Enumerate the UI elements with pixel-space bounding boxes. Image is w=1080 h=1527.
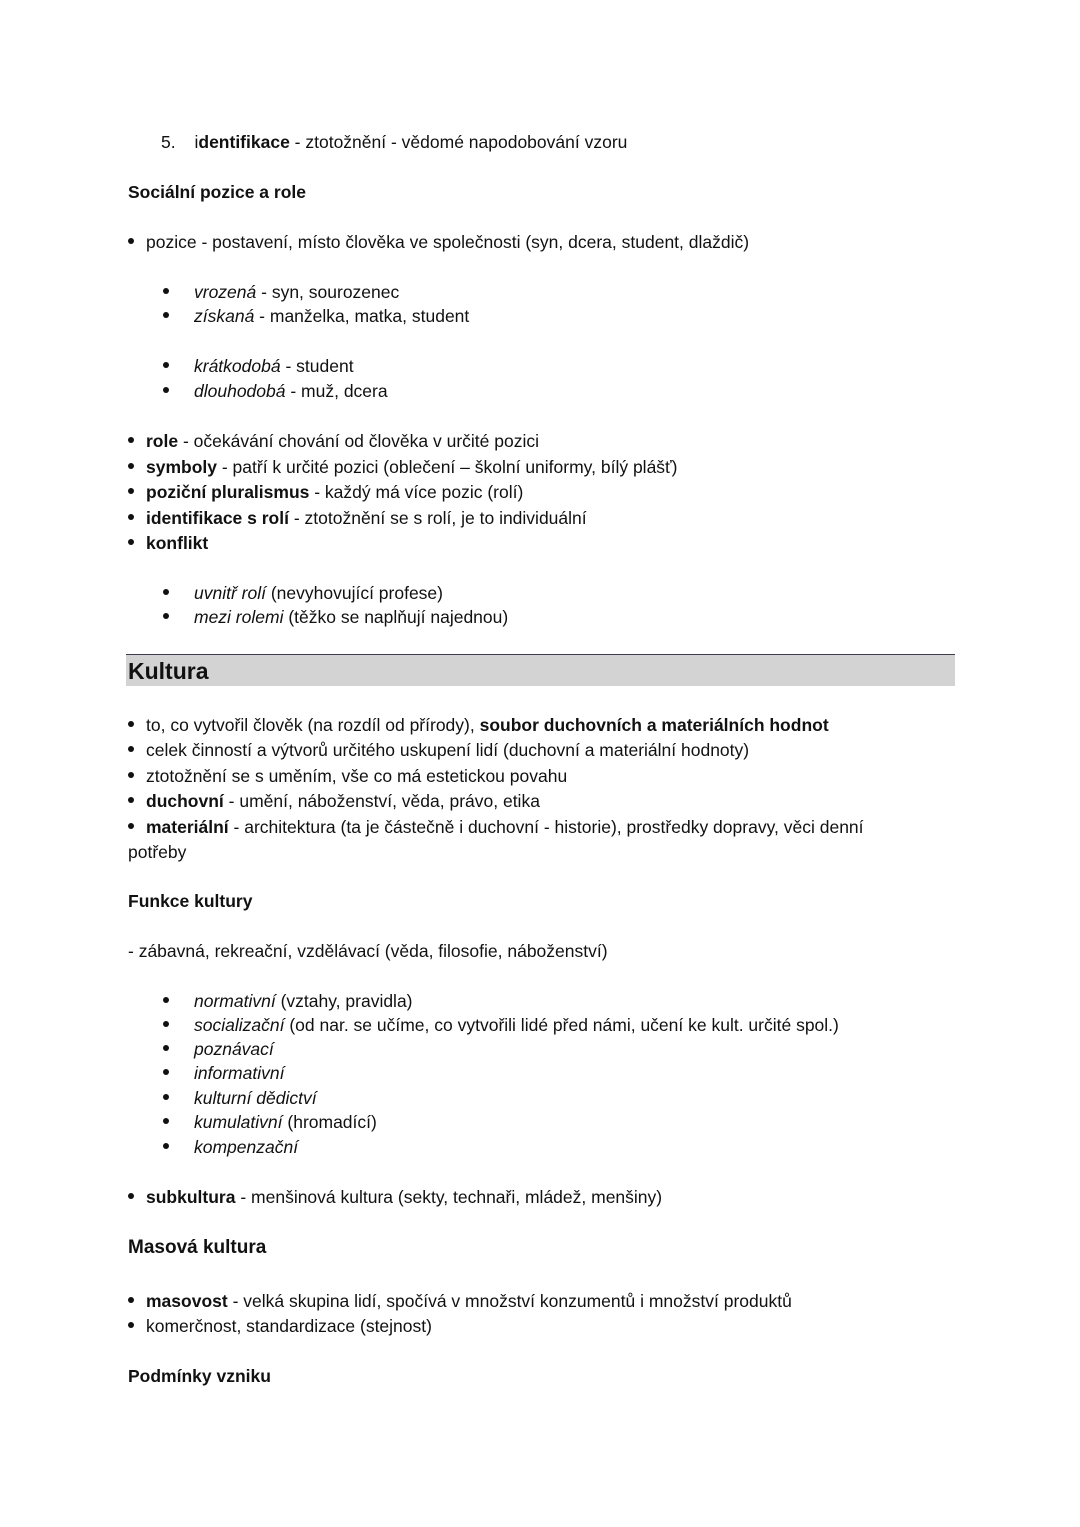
list-item-continuation: potřeby [128, 842, 187, 862]
item-number: 5. [161, 132, 176, 152]
list-item-konflikt [146, 532, 208, 554]
item-term: role [146, 431, 179, 451]
subsection-heading-funkce: Funkce kultury [128, 891, 253, 911]
item-term: masovost [146, 1291, 228, 1311]
numbered-item [161, 131, 627, 153]
list-item [194, 1062, 284, 1084]
bullet-icon [163, 380, 169, 402]
item-text: - syn, sourozenec [256, 282, 400, 302]
item-term: krátkodobá [194, 356, 281, 376]
section-title-bar-kultura [126, 654, 955, 686]
list-item [146, 714, 829, 736]
item-term: mezi rolemi [194, 607, 284, 627]
bullet-icon [163, 1038, 169, 1060]
item-term: subkultura [146, 1187, 236, 1207]
section-title-kultura: Kultura [128, 658, 209, 684]
item-text: - architektura (ta je částečně i duchovní - historie), prostředky dopravy, věci denní [228, 817, 864, 837]
item-text: (vztahy, pravidla) [275, 991, 413, 1011]
item-term: socializační [194, 1015, 285, 1035]
list-item [194, 606, 508, 628]
item-term: poznávací [194, 1039, 274, 1059]
list-item-pozice [146, 231, 749, 253]
list-item-subkultura [146, 1186, 662, 1208]
bullet-icon [163, 1111, 169, 1133]
list-item [146, 739, 749, 761]
item-term: kompenzační [194, 1137, 299, 1157]
bullet-icon [128, 739, 134, 761]
bullet-icon [128, 430, 134, 452]
item-text: - muž, dcera [285, 381, 388, 401]
bullet-icon [128, 816, 134, 838]
list-item-pluralismus [146, 481, 523, 503]
item-term: konflikt [146, 533, 209, 553]
item-term: identifikace s rolí [146, 508, 289, 528]
item-text: (těžko se naplňují najednou) [283, 607, 509, 627]
list-item [194, 305, 469, 327]
bullet-icon [128, 507, 134, 529]
bullet-icon [163, 582, 169, 604]
list-item [194, 1087, 317, 1109]
section-heading-social: Sociální pozice a role [128, 182, 306, 202]
list-item [194, 380, 388, 402]
item-term: pozice [146, 232, 197, 252]
list-item [194, 281, 399, 303]
bullet-icon [163, 281, 169, 303]
item-term: informativní [194, 1063, 285, 1083]
list-item-symboly [146, 456, 677, 478]
bullet-icon [163, 1136, 169, 1158]
list-item [146, 765, 567, 787]
item-term-first: i [194, 132, 199, 152]
list-item [194, 990, 413, 1012]
list-item-identifikace [146, 507, 587, 529]
bullet-icon [128, 481, 134, 503]
bullet-icon [128, 532, 134, 554]
list-item [194, 582, 443, 604]
list-item [194, 1136, 298, 1158]
section-heading-masova: Masová kultura [128, 1237, 267, 1258]
list-item-materialni [146, 816, 864, 838]
item-term: kulturní dědictví [194, 1088, 317, 1108]
bullet-icon [128, 790, 134, 812]
bullet-icon [163, 305, 169, 327]
item-text: (od nar. se učíme, co vytvořili lidé před námi, učení ke kult. určité spol.) [284, 1015, 839, 1035]
list-item [146, 1315, 432, 1337]
funkce-intro: - zábavná, rekreační, vzdělávací (věda, filosofie, náboženství) [128, 941, 608, 961]
bullet-icon [128, 714, 134, 736]
item-text: - postavení, místo člověka ve společnosti (syn, dcera, student, dlaždič) [196, 232, 750, 252]
item-term: dlouhodobá [194, 381, 286, 401]
item-text: - očekávání chování od člověka v určité pozici [178, 431, 539, 451]
item-text: (nevyhovující profese) [265, 583, 443, 603]
item-text: celek činností a výtvorů určitého uskupení lidí (duchovní a materiální hodnoty) [146, 740, 750, 760]
bullet-icon [128, 1186, 134, 1208]
item-text: - ztotožnění se s rolí, je to individuální [288, 508, 587, 528]
item-term: normativní [194, 991, 276, 1011]
item-text: - umění, náboženství, věda, právo, etika [223, 791, 540, 811]
item-text: ztotožnění se s uměním, vše co má estetickou povahu [146, 766, 568, 786]
item-term-rest: dentifikace [198, 132, 290, 152]
list-item [194, 1014, 839, 1036]
subsection-heading-podminky: Podmínky vzniku [128, 1366, 271, 1386]
item-text: - patří k určité pozici (oblečení – školní uniformy, bílý plášť) [217, 457, 678, 477]
bullet-icon [163, 1014, 169, 1036]
bullet-icon [128, 1290, 134, 1312]
item-text: komerčnost, standardizace (stejnost) [146, 1316, 432, 1336]
item-text: - manželka, matka, student [254, 306, 470, 326]
list-item-role [146, 430, 539, 452]
bullet-icon [163, 355, 169, 377]
item-text: to, co vytvořil člověk (na rozdíl od přírody), [146, 715, 480, 735]
bullet-icon [163, 990, 169, 1012]
item-text: - každý má více pozic (rolí) [309, 482, 524, 502]
item-text: (hromadící) [282, 1112, 377, 1132]
bullet-icon [163, 1062, 169, 1084]
list-item [194, 1111, 377, 1133]
item-text: - velká skupina lidí, spočívá v množství konzumentů i množství produktů [227, 1291, 792, 1311]
bullet-icon [163, 1087, 169, 1109]
item-term: kumulativní [194, 1112, 283, 1132]
list-item-duchovni [146, 790, 540, 812]
item-text: - student [280, 356, 354, 376]
item-term: vrozená [194, 282, 257, 302]
bullet-icon [128, 456, 134, 478]
item-text: - ztotožnění - vědomé napodobování vzoru [289, 132, 628, 152]
item-term: soubor duchovních a materiálních hodnot [479, 715, 829, 735]
bullet-icon [128, 1315, 134, 1337]
list-item-masovost [146, 1290, 792, 1312]
item-term: poziční pluralismus [146, 482, 310, 502]
item-term: materiální [146, 817, 229, 837]
bullet-icon [128, 765, 134, 787]
list-item [194, 1038, 274, 1060]
item-term: získaná [194, 306, 255, 326]
item-term: duchovní [146, 791, 224, 811]
bullet-icon [163, 606, 169, 628]
item-text: - menšinová kultura (sekty, technaři, mládež, menšiny) [235, 1187, 663, 1207]
list-item [194, 355, 354, 377]
item-term: symboly [146, 457, 217, 477]
item-term: uvnitř rolí [194, 583, 266, 603]
bullet-icon [128, 231, 134, 253]
